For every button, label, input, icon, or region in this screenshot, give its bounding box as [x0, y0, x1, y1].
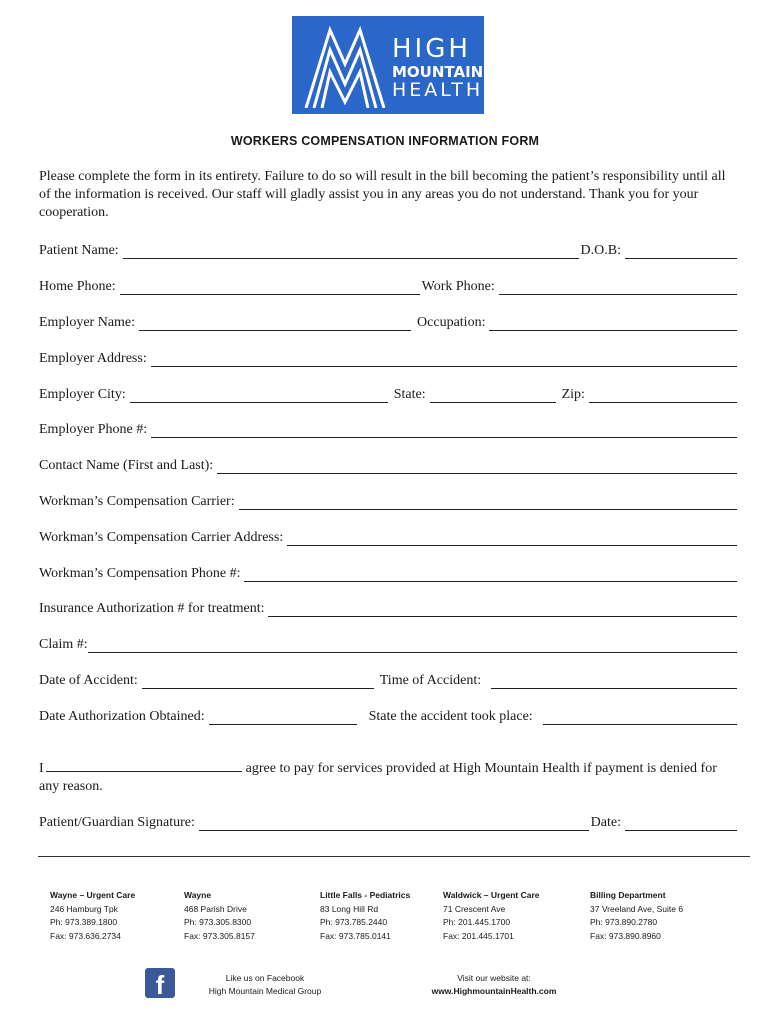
carrier-label: Workman’s Compensation Carrier:	[39, 494, 235, 509]
office-phone: Ph: 973.890.2780	[590, 917, 658, 928]
logo-word-health: HEALTH	[392, 79, 484, 101]
office-wayne-urgent-care	[50, 889, 135, 943]
insurance-auth-field[interactable]	[268, 602, 737, 617]
comp-phone-row	[39, 560, 737, 582]
dob-label: D.O.B:	[580, 243, 621, 258]
office-address: 83 Long Hill Rd	[320, 903, 379, 914]
date-auth-obtained-field[interactable]	[209, 710, 357, 725]
employer-address-field[interactable]	[151, 352, 737, 367]
contact-name-label: Contact Name (First and Last):	[39, 458, 214, 473]
high-mountain-health-logo	[292, 16, 484, 114]
office-phone: Ph: 201.445.1700	[443, 917, 511, 928]
facebook-icon[interactable]: f	[145, 968, 175, 998]
office-fax: Fax: 973.305.8157	[184, 930, 255, 941]
employer-name-row	[39, 309, 737, 331]
time-of-accident-label: Time of Accident:	[379, 673, 482, 688]
office-billing-department	[590, 889, 683, 943]
carrier-address-field[interactable]	[287, 531, 737, 546]
state-label: State:	[393, 387, 426, 402]
date-of-accident-field[interactable]	[142, 674, 374, 689]
contact-name-field[interactable]	[217, 459, 737, 474]
logo-word-mountain: MOUNTAIN	[392, 63, 484, 81]
state-field[interactable]	[430, 388, 556, 403]
signature-label: Patient/Guardian Signature:	[39, 815, 195, 830]
employer-address-row	[39, 345, 737, 367]
office-name: Waldwick – Urgent Care	[443, 890, 540, 900]
mountain-logo-icon	[300, 24, 390, 108]
zip-field[interactable]	[589, 388, 737, 403]
footer-divider	[38, 856, 750, 857]
office-address: 71 Crescent Ave	[443, 903, 506, 914]
office-address: 468 Parish Drive	[184, 903, 247, 914]
facebook-line-2: High Mountain Medical Group	[208, 986, 322, 996]
office-fax: Fax: 973.890.8960	[590, 930, 661, 941]
phone-row	[39, 273, 737, 295]
authorization-row	[39, 703, 737, 725]
employer-city-row	[39, 381, 737, 403]
employer-name-field[interactable]	[139, 316, 411, 331]
dob-field[interactable]	[625, 244, 737, 259]
office-fax: Fax: 201.445.1701	[443, 930, 514, 941]
signature-date-field[interactable]	[625, 816, 737, 831]
facebook-text	[195, 972, 335, 998]
office-address: 246 Hamburg Tpk	[50, 903, 118, 914]
comp-phone-field[interactable]	[244, 567, 737, 582]
office-fax: Fax: 973.636.2734	[50, 930, 121, 941]
accident-row	[39, 667, 737, 689]
facebook-line-1: Like us on Facebook	[225, 973, 305, 983]
employer-phone-field[interactable]	[151, 423, 737, 438]
office-waldwick-urgent-care	[443, 889, 540, 943]
accident-state-label: State the accident took place:	[368, 709, 533, 724]
time-of-accident-field[interactable]	[491, 674, 737, 689]
claim-row	[39, 631, 737, 653]
agreement-text: agree to pay for services provided at High Mountain Health if payment is denied for any reason.	[39, 761, 717, 794]
employer-phone-row	[39, 416, 737, 438]
signature-date-label: Date:	[590, 815, 621, 830]
work-phone-field[interactable]	[499, 280, 737, 295]
office-phone: Ph: 973.785.2440	[320, 917, 388, 928]
office-fax: Fax: 973.785.0141	[320, 930, 391, 941]
contact-name-row	[39, 452, 737, 474]
logo-word-high: HIGH	[392, 34, 471, 64]
office-name: Little Falls - Pediatrics	[320, 890, 411, 900]
form-title: WORKERS COMPENSATION INFORMATION FORM	[230, 134, 540, 148]
employer-phone-label: Employer Phone #:	[39, 422, 148, 437]
signature-field[interactable]	[199, 816, 589, 831]
employer-address-label: Employer Address:	[39, 351, 147, 366]
intro-paragraph: Please complete the form in its entirety. Failure to do so will result in the bill becoming the patient’s responsibility until all of the information is received. Our staff will gladly assist you in any areas you do not understand. Thank you for your cooperation.	[39, 169, 726, 220]
carrier-row	[39, 488, 737, 510]
office-phone: Ph: 973.389.1800	[50, 917, 118, 928]
home-phone-field[interactable]	[120, 280, 420, 295]
patient-name-label: Patient Name:	[39, 243, 119, 258]
accident-state-field[interactable]	[543, 710, 737, 725]
agreement-prefix: I	[39, 761, 44, 776]
insurance-auth-row	[39, 595, 737, 617]
work-phone-label: Work Phone:	[421, 279, 495, 294]
occupation-field[interactable]	[489, 316, 737, 331]
website-line-1: Visit our website at:	[457, 973, 531, 983]
signature-row	[39, 809, 737, 831]
agreement-name-field[interactable]	[46, 758, 242, 772]
employer-name-label: Employer Name:	[39, 315, 136, 330]
patient-name-row	[39, 237, 737, 259]
office-phone: Ph: 973.305.8300	[184, 917, 252, 928]
office-wayne	[184, 889, 255, 943]
carrier-field[interactable]	[239, 495, 737, 510]
office-name: Billing Department	[590, 890, 666, 900]
claim-label: Claim #:	[39, 637, 88, 652]
carrier-address-label: Workman’s Compensation Carrier Address:	[39, 530, 284, 545]
employer-city-field[interactable]	[130, 388, 388, 403]
zip-label: Zip:	[561, 387, 585, 402]
comp-phone-label: Workman’s Compensation Phone #:	[39, 566, 241, 581]
home-phone-label: Home Phone:	[39, 279, 116, 294]
date-of-accident-label: Date of Accident:	[39, 673, 138, 688]
employer-city-label: Employer City:	[39, 387, 126, 402]
office-little-falls-pediatrics	[320, 889, 410, 943]
carrier-address-row	[39, 524, 737, 546]
claim-field[interactable]	[88, 638, 737, 653]
agreement-paragraph	[39, 758, 739, 796]
office-address: 37 Vreeland Ave, Suite 6	[590, 903, 684, 914]
website-text	[414, 972, 574, 998]
insurance-auth-label: Insurance Authorization # for treatment:	[39, 601, 265, 616]
occupation-label: Occupation:	[417, 315, 486, 330]
office-name: Wayne	[184, 890, 212, 900]
date-auth-obtained-label: Date Authorization Obtained:	[39, 709, 205, 724]
website-url-link[interactable]: www.HighmountainHealth.com	[431, 986, 557, 996]
patient-name-field[interactable]	[123, 244, 579, 259]
office-name: Wayne – Urgent Care	[50, 890, 136, 900]
